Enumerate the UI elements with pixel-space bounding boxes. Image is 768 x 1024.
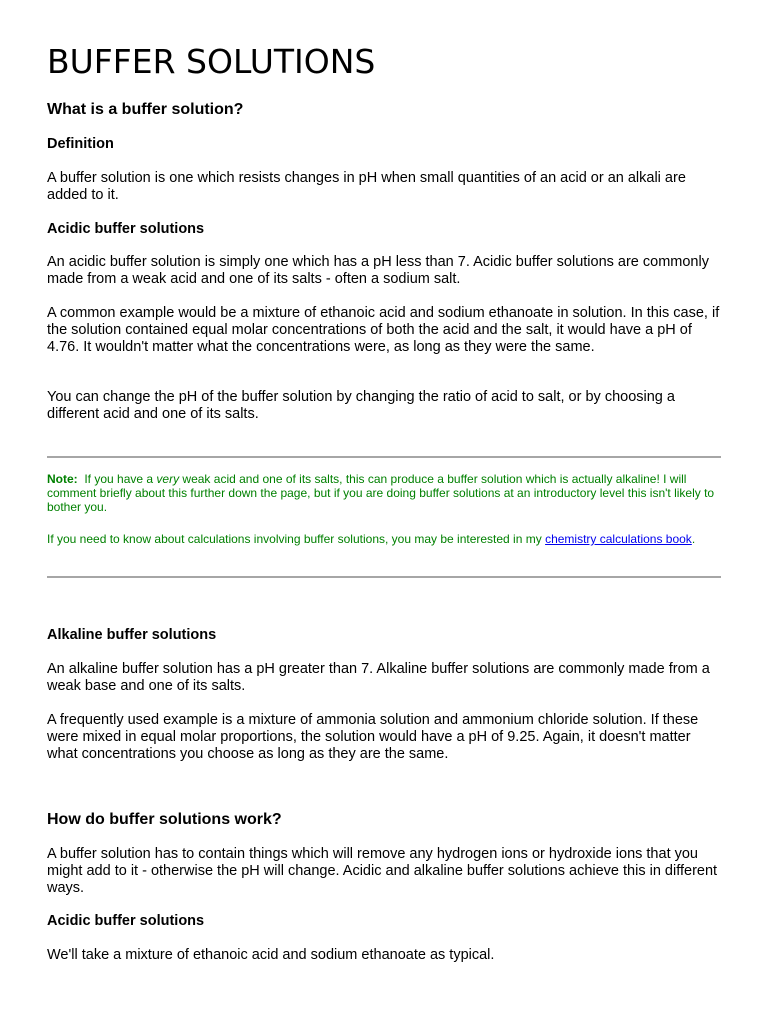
subheading-acidic-buffer: Acidic buffer solutions (47, 221, 205, 237)
acidic-paragraph-3: You can change the pH of the buffer solution by changing the ratio of acid to salt, or by choosing a different acid and one of its salts. (47, 389, 675, 422)
subheading-alkaline-buffer: Alkaline buffer solutions (47, 627, 217, 643)
section-heading-how-work: How do buffer solutions work? (47, 811, 282, 828)
note-label: Note: (47, 472, 78, 486)
note-divider-bottom (47, 576, 721, 578)
note-text-post: weak acid and one of its salts, this can produce a buffer solution which is actually alkaline! I will comment briefly about this further down the page, but if you are doing buffer solutions at an introductory level this isn't likely to bother you. (47, 472, 715, 514)
alkaline-paragraph-1: An alkaline buffer solution has a pH greater than 7. Alkaline buffer solutions are commonly made from a weak base and one of its salts. (47, 661, 710, 694)
chemistry-calculations-book-link[interactable]: chemistry calculations book (545, 532, 692, 546)
page-title: BUFFER SOLUTIONS (47, 42, 376, 81)
note-text-pre: If you have a (84, 472, 154, 486)
section-heading-what-is: What is a buffer solution? (47, 101, 244, 118)
note-emphasis: very (156, 472, 180, 486)
acidic-paragraph-1: An acidic buffer solution is simply one which has a pH less than 7. Acidic buffer solutions are commonly made from a weak acid and one of its salts - often a sodium salt. (47, 254, 709, 287)
subheading-definition: Definition (47, 136, 114, 152)
how-paragraph-2: We'll take a mixture of ethanoic acid and sodium ethanoate as typical. (47, 947, 495, 963)
how-paragraph-1: A buffer solution has to contain things which will remove any hydrogen ions or hydroxide ions that you might add to it - otherwise the pH will change. Acidic and alkaline buffer solutions achieve this in different ways. (47, 846, 718, 896)
note-divider-top (47, 456, 721, 458)
definition-paragraph: A buffer solution is one which resists changes in pH when small quantities of an acid or an alkali are added to it. (47, 170, 686, 203)
subheading-how-acidic-buffer: Acidic buffer solutions (47, 913, 205, 929)
note-calc-end: . (691, 532, 696, 546)
note-calc-text: If you need to know about calculations involving buffer solutions, you may be interested in my (47, 532, 542, 546)
note-calculations-paragraph (47, 532, 721, 546)
alkaline-paragraph-2: A frequently used example is a mixture of ammonia solution and ammonium chloride solution. If these were mixed in equal molar proportions, the solution would have a pH of 9.25. Again, it doesn't matter what concentrations you choose as long as they are the same. (47, 712, 699, 762)
note-paragraph (47, 472, 721, 514)
acidic-paragraph-2: A common example would be a mixture of ethanoic acid and sodium ethanoate in solution. In this case, if the solution contained equal molar concentrations of both the acid and the salt, it would have a pH of 4.76. It wouldn't matter what the concentrations were, as long as they were the same. (47, 305, 720, 355)
